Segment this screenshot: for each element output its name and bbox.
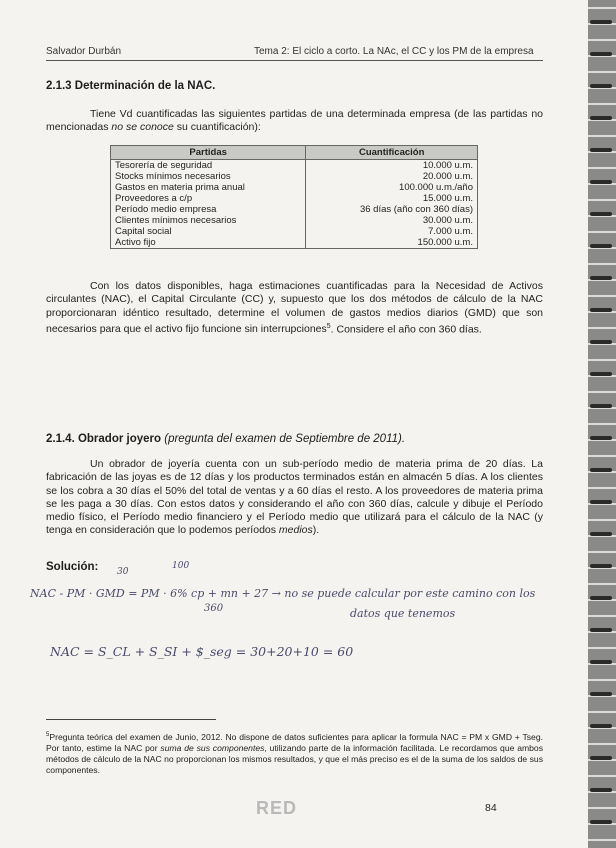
binding-ring	[590, 212, 612, 216]
binding-ring	[590, 756, 612, 760]
binding-ring	[590, 276, 612, 280]
binding-ring	[590, 116, 612, 120]
binding-ring	[590, 596, 612, 600]
solution-label: Solución:	[46, 561, 99, 573]
binding-ring	[590, 340, 612, 344]
body-text-end: . Considere el año con 360 días.	[330, 323, 482, 336]
intro-emphasis: no se conoce	[111, 121, 174, 134]
column-header-items: Partidas	[111, 146, 306, 160]
table-cell-amount: 150.000 u.m.	[306, 237, 478, 249]
publisher-logo: RED	[256, 798, 298, 818]
table-row	[111, 237, 478, 249]
problem-emphasis: medios	[278, 524, 313, 537]
footnote-divider	[46, 719, 216, 720]
table-cell-amount: 7.000 u.m.	[306, 226, 478, 237]
table-cell-item: Gastos en materia prima anual	[111, 182, 306, 193]
table-cell-amount: 20.000 u.m.	[306, 171, 478, 182]
section-heading-nac: 2.1.3 Determinación de la NAC.	[46, 80, 216, 92]
handwritten-formula: NAC - PM · GMD = PM · 6% cp + mn + 27 → no se puede calcular por este camino con los	[30, 587, 536, 600]
binding-ring	[590, 20, 612, 24]
binding-ring	[590, 692, 612, 696]
table-row	[111, 182, 478, 193]
table-row	[111, 215, 478, 226]
table-cell-amount: 10.000 u.m.	[306, 160, 478, 172]
binding-ring	[590, 404, 612, 408]
binding-ring	[590, 820, 612, 824]
handwritten-note: 360	[204, 603, 224, 614]
table-cell-item: Stocks mínimos necesarios	[111, 171, 306, 182]
binding-ring	[590, 180, 612, 184]
problem-text: Un obrador de joyería cuenta con un sub-período medio de materia prima de 20 días. La fabricación de las joyas es de 12 días y los productos terminados están en almacén 5 días. A los clientes se los cobra a 30 días el 50% del total de ventas y a 60 días el resto. A los proveedores de materia prima se les paga a 30 días. Con estos datos y considerando el año con 360 días, calcule y dibuje el Período medio físico, el Período medio financiero y el Período medio que utilizará para el cálculo de la NAC (y tenga en consideración que lo podemos períodos	[46, 458, 543, 537]
table-cell-item: Capital social	[111, 226, 306, 237]
table-row	[111, 226, 478, 237]
section1-body	[46, 280, 543, 337]
header-divider	[46, 60, 543, 61]
binding-ring	[590, 84, 612, 88]
table-cell-amount: 30.000 u.m.	[306, 215, 478, 226]
table-cell-amount: 100.000 u.m./año	[306, 182, 478, 193]
binding-ring	[590, 660, 612, 664]
handwritten-note: datos que tenemos	[350, 607, 456, 620]
table-row	[111, 204, 478, 215]
binding-ring	[590, 468, 612, 472]
body-text: Con los datos disponibles, haga estimaciones cuantificadas para la Necesidad de Activos circulantes (NAC), el Capital Circulante (CC) y, supuesto que los dos métodos de cálculo de la NAC proporcionaran idéntico resultado, determine el volumen de gastos medios diarios (GMD) que son necesarios para que el activo fijo funcione sin interrupciones	[46, 280, 543, 336]
footnote-text-end: , utilizando parte de la información facilitada. Le recordamos que ambos métodos de cálculo de la NAC no proporcionan los mismos resultados, y que el más preciso es el de la suma de los saldos de sus componentes.	[46, 742, 543, 775]
footnote-ref: 5	[326, 322, 331, 330]
table-row	[111, 160, 478, 172]
binding-ring	[590, 628, 612, 632]
table-cell-item: Clientes mínimos necesarios	[111, 215, 306, 226]
intro-text: Tiene Vd cuantificadas las siguientes partidas de una determinada empresa (de las partidas no mencionadas	[46, 108, 543, 134]
binding-ring	[590, 500, 612, 504]
page-number: 84	[485, 802, 497, 814]
section1-intro	[46, 108, 543, 135]
binding-ring	[590, 436, 612, 440]
table-row	[111, 193, 478, 204]
table-cell-item: Proveedores a c/p	[111, 193, 306, 204]
binding-ring	[590, 244, 612, 248]
handwritten-note: 100	[172, 561, 190, 571]
problem-text-end: ).	[312, 524, 320, 537]
section2-body	[46, 458, 543, 538]
footnote	[46, 730, 543, 776]
table-cell-item: Tesorería de seguridad	[111, 160, 306, 172]
table-row	[111, 171, 478, 182]
table-header-row	[111, 146, 478, 160]
footnote-number: 5	[46, 732, 50, 738]
header-author: Salvador Durbán	[46, 46, 122, 57]
binding-ring	[590, 564, 612, 568]
table-cell-amount: 15.000 u.m.	[306, 193, 478, 204]
handwritten-formula: NAC = S_CL + S_SI + $_seg = 30+20+10 = 60	[50, 644, 354, 659]
section2-title: 2.1.4. Obrador joyero	[46, 433, 162, 445]
binding-ring	[590, 308, 612, 312]
binding-ring	[590, 52, 612, 56]
handwritten-note: 30	[117, 567, 129, 577]
footnote-text: Pregunta teórica del examen de Junio, 2012. No dispone de datos suficientes para aplicar la formula NAC = PM x GMD + Tseg. Por tanto, estime la NAC por	[46, 731, 543, 753]
table-cell-item: Activo fijo	[111, 237, 306, 249]
section-heading-jeweler	[46, 433, 405, 445]
intro-text-end: su cuantificación):	[173, 121, 261, 134]
header-chapter: Tema 2: El ciclo a corto. La NAc, el CC y los PM de la empresa	[254, 46, 534, 57]
binding-ring	[590, 532, 612, 536]
footnote-emphasis: suma de sus componentes	[160, 742, 265, 753]
binding-ring	[590, 724, 612, 728]
spiral-binding	[588, 0, 616, 848]
column-header-amount: Cuantificación	[306, 146, 478, 160]
binding-ring	[590, 148, 612, 152]
binding-ring	[590, 788, 612, 792]
items-table	[110, 145, 478, 249]
table-cell-amount: 36 días (año con 360 días)	[306, 204, 478, 215]
binding-ring	[590, 372, 612, 376]
section2-title-note: (pregunta del examen de Septiembre de 2011).	[161, 433, 406, 445]
table-cell-item: Período medio empresa	[111, 204, 306, 215]
